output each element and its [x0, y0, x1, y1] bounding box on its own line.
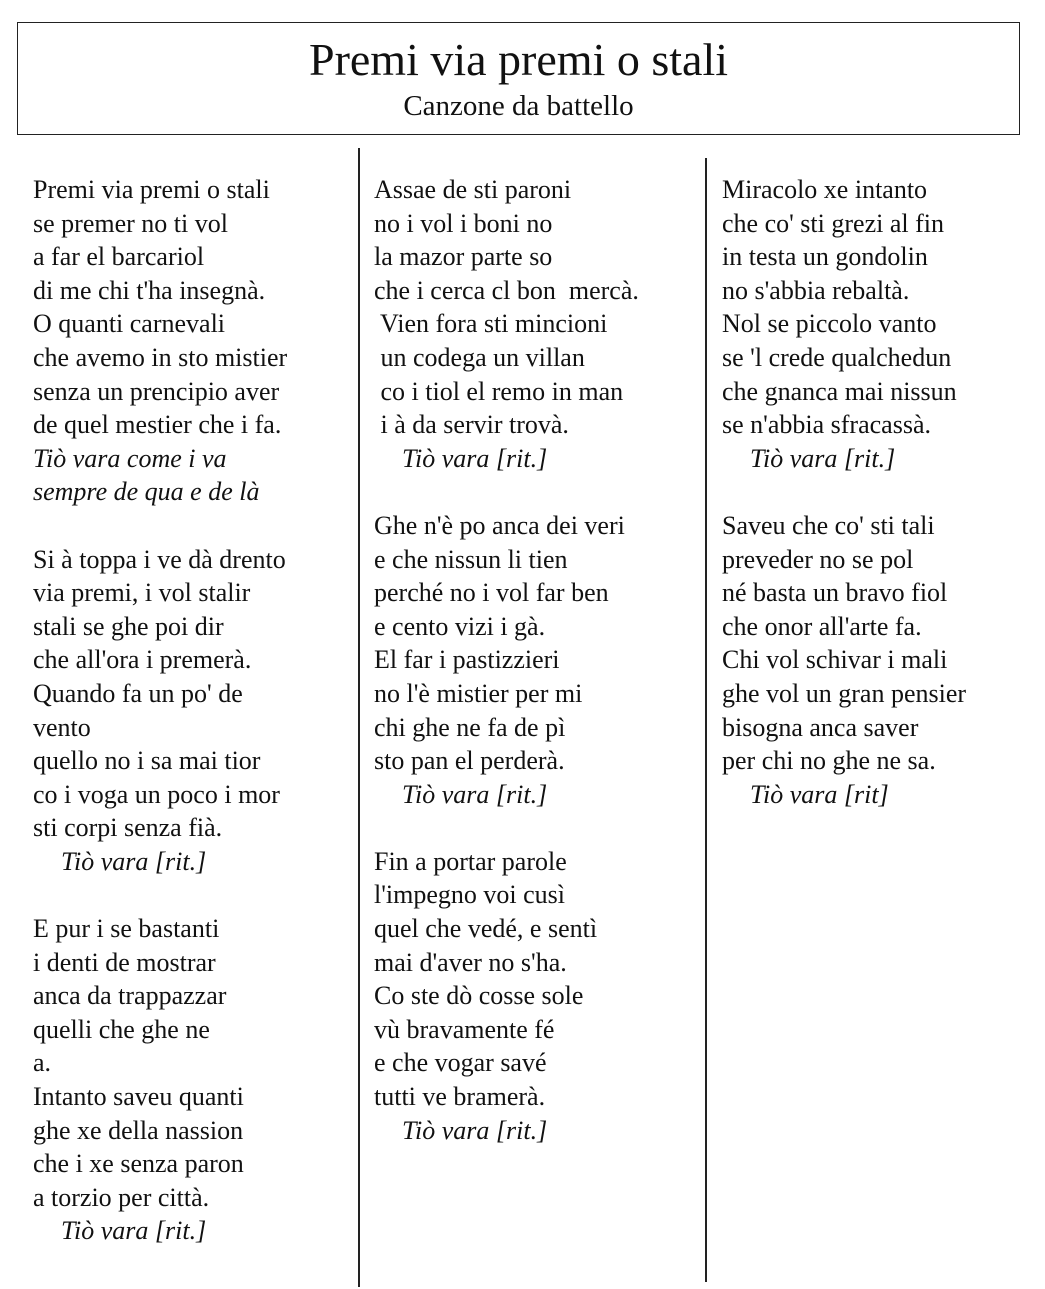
verse-line: quello no i sa mai tior	[33, 746, 261, 776]
verse-line: che i cerca cl bon mercà.	[374, 275, 639, 305]
verse-line: Si à toppa i ve dà drento	[33, 544, 286, 574]
verse-line: quel che vedé, e sentì	[374, 914, 598, 944]
refrain-line: sempre de qua e de là	[33, 477, 260, 507]
verse-line: Vien fora sti mincioni	[374, 309, 608, 339]
verse-line: se 'l crede qualchedun	[722, 342, 952, 372]
column-divider-left	[358, 148, 360, 1287]
verse-line: la mazor parte so	[374, 242, 553, 272]
verse-line: preveder no se pol	[722, 544, 914, 574]
refrain-line: Tiò vara [rit.]	[402, 443, 548, 473]
stanza-gap	[33, 509, 287, 543]
verse-line: che co' sti grezi al fin	[722, 208, 944, 238]
refrain-line: Tiò vara [rit.]	[61, 1216, 207, 1246]
verse-line: per chi no ghe ne sa.	[722, 746, 936, 776]
verse-line: Ghe n'è po anca dei veri	[374, 510, 625, 540]
refrain-line: Tiò vara [rit.]	[61, 846, 207, 876]
verse-line: che i xe senza paron	[33, 1149, 244, 1179]
verse-line: no s'abbia rebaltà.	[722, 275, 910, 305]
verse-line: un codega un villan	[374, 342, 585, 372]
verse-line: E pur i se bastanti	[33, 914, 220, 944]
verse-line: Chi vol schivar i mali	[722, 645, 948, 675]
verse-line: Co ste dò cosse sole	[374, 981, 584, 1011]
stanza-gap	[722, 475, 966, 509]
verse-line: l'impegno voi cusì	[374, 880, 566, 910]
verse-line: Saveu che co' sti tali	[722, 510, 935, 540]
verse-line: de quel mestier che i fa.	[33, 410, 282, 440]
verse-line: bisogna anca saver	[722, 712, 919, 742]
verse-line: i à da servir trovà.	[374, 410, 569, 440]
column-divider-right	[705, 158, 707, 1282]
verse-line: quelli che ghe ne	[33, 1014, 210, 1044]
verse-line: Intanto saveu quanti	[33, 1082, 244, 1112]
verse-line: e che vogar savé	[374, 1048, 547, 1078]
verse-line: stali se ghe poi dir	[33, 611, 224, 641]
verse-line: ghe xe della nassion	[33, 1115, 244, 1145]
verse-line: Assae de sti paroni	[374, 175, 572, 204]
lyrics-column-3	[722, 173, 966, 811]
verse-line: in testa un gondolin	[722, 242, 928, 272]
stanza-gap	[374, 811, 639, 845]
verse-line: no l'è mistier per mi	[374, 678, 583, 708]
verse-line: né basta un bravo fiol	[722, 578, 948, 608]
verse-line: sto pan el perderà.	[374, 746, 565, 776]
verse-line: Quando fa un po' de	[33, 678, 243, 708]
verse-line: a far el barcariol	[33, 242, 205, 272]
verse-line: O quanti carnevali	[33, 309, 226, 339]
verse-line: a.	[33, 1048, 52, 1078]
page-subtitle: Canzone da battello	[403, 90, 634, 122]
title-box	[17, 22, 1020, 135]
verse-line: co i tiol el remo in man	[374, 376, 624, 406]
verse-line: tutti ve bramerà.	[374, 1082, 546, 1112]
refrain-line: Tiò vara [rit.]	[402, 1115, 548, 1145]
verse-line: chi ghe ne fa de pì	[374, 712, 566, 742]
verse-line: co i voga un poco i mor	[33, 779, 280, 809]
verse-line: no i vol i boni no	[374, 208, 553, 238]
verse-line: se premer no ti vol	[33, 208, 228, 238]
lyrics-column-2	[374, 173, 639, 1147]
verse-line: che avemo in sto mistier	[33, 342, 288, 372]
refrain-line: Tiò vara [rit.]	[750, 443, 896, 473]
stanza-gap	[374, 475, 639, 509]
verse-line: se n'abbia sfracassà.	[722, 410, 931, 440]
page-title: Premi via premi o stali	[308, 34, 729, 85]
verse-line: sti corpi senza fià.	[33, 813, 223, 843]
stanza-gap	[33, 878, 287, 912]
verse-line: anca da trappazzar	[33, 981, 227, 1011]
refrain-line: Tiò vara come i va	[33, 443, 227, 473]
verse-line: vù bravamente fé	[374, 1014, 555, 1044]
verse-line: e cento vizi i gà.	[374, 611, 546, 641]
verse-line: perché no i vol far ben	[374, 578, 609, 608]
verse-line: mai d'aver no s'ha.	[374, 947, 567, 977]
verse-line: Miracolo xe intanto	[722, 175, 928, 204]
verse-line: che all'ora i premerà.	[33, 645, 252, 675]
verse-line: i denti de mostrar	[33, 947, 216, 977]
lyrics-column-1	[33, 173, 287, 1248]
verse-line: vento	[33, 712, 91, 742]
verse-line: ghe vol un gran pensier	[722, 678, 967, 708]
verse-line: Premi via premi o stali	[33, 175, 270, 204]
verse-line: senza un prencipio aver	[33, 376, 280, 406]
verse-line: che onor all'arte fa.	[722, 611, 922, 641]
verse-line: che gnanca mai nissun	[722, 376, 957, 406]
verse-line: El far i pastizzieri	[374, 645, 560, 675]
refrain-line: Tiò vara [rit.]	[402, 779, 548, 809]
verse-line: Nol se piccolo vanto	[722, 309, 937, 339]
verse-line: e che nissun li tien	[374, 544, 568, 574]
verse-line: di me chi t'ha insegnà.	[33, 275, 266, 305]
verse-line: Fin a portar parole	[374, 846, 567, 876]
verse-line: via premi, i vol stalir	[33, 578, 251, 608]
verse-line: a torzio per città.	[33, 1182, 210, 1212]
refrain-line: Tiò vara [rit]	[750, 779, 889, 809]
